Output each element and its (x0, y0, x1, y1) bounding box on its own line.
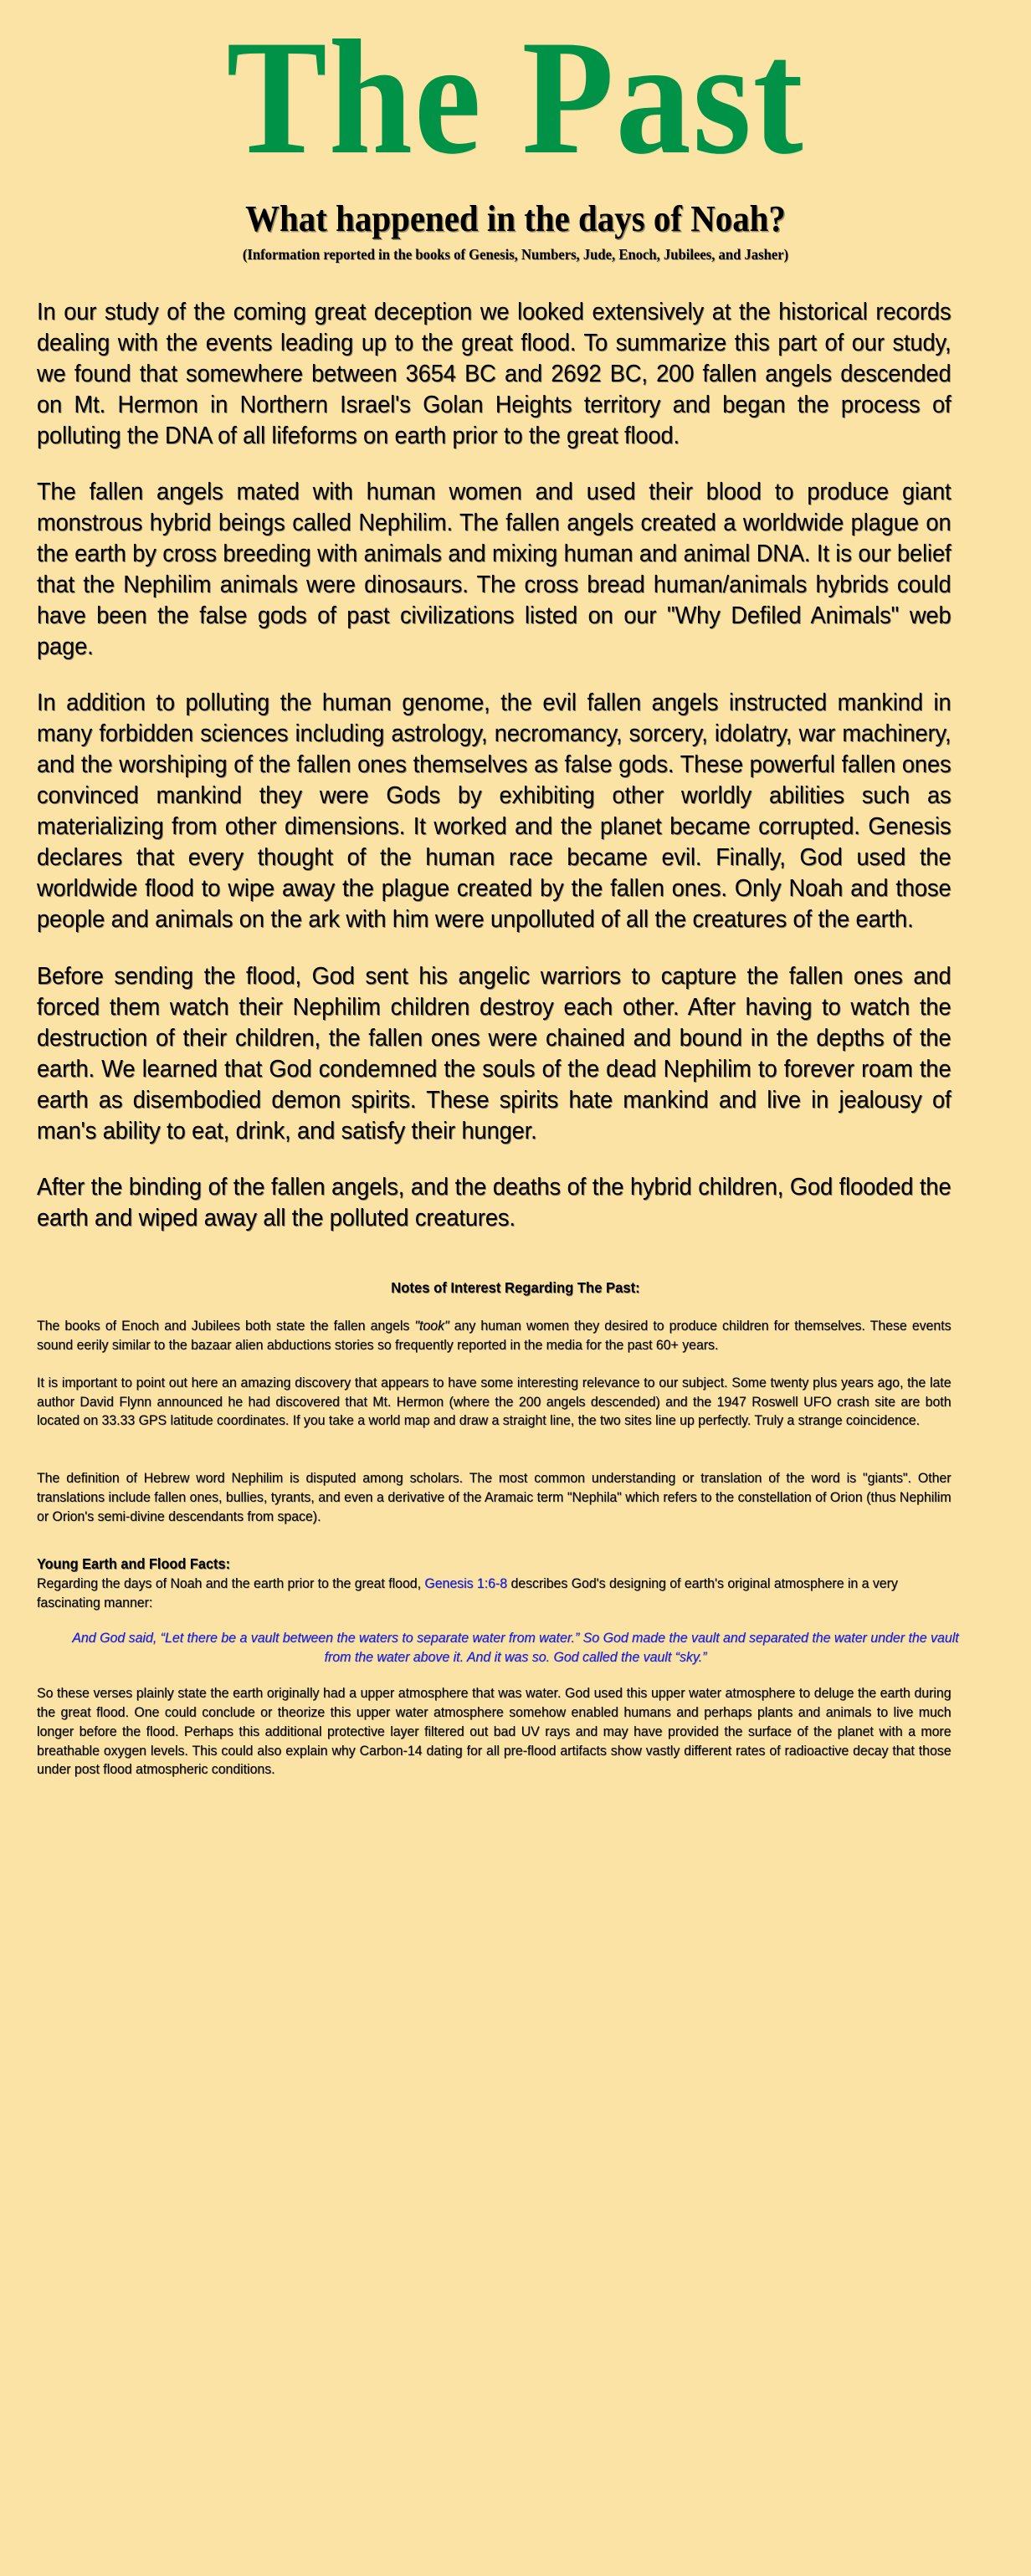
notes-section (22, 1279, 1009, 1780)
headline: What happened in the days of Noah? (245, 198, 786, 240)
young-earth-lead-in (37, 1575, 951, 1613)
note-1-text-before: The books of Enoch and Jubilees both state the fallen angels (37, 1317, 415, 1334)
scripture-quote: And God said, “Let there be a vault between the waters to separate water from water.” So God made the vault and separated the water under the vault from the water above it. And it was so. God called the vault “sky.” (72, 1629, 959, 1666)
note-1-text-after: any human women they desired to produce children for themselves. These events sound eerily similar to the bazaar alien abductions stories so frequently reported in the media for the past 60+ years. (37, 1317, 951, 1353)
lead-in-text-before: Regarding the days of Noah and the earth prior to the great flood, (37, 1575, 425, 1592)
article-body (22, 297, 1009, 1234)
body-paragraph-3: In addition to polluting the human genome, the evil fallen angels instructed mankind in many forbidden sciences including astrology, necromancy, sorcery, idolatry, war machinery, and the worshiping of the fallen ones themselves as false gods. These powerful fallen ones convinced mankind they were Gods by exhibiting other worldly abilities such as materializing from other dimensions. It worked and the planet became corrupted. Genesis declares that every thought of the human race became evil. Finally, God used the worldwide flood to wipe away the plague created by the fallen ones. Only Noah and those people and animals on the ark with him were unpolluted of all the creatures of the earth. (37, 689, 951, 934)
scripture-reference-link[interactable]: Genesis 1:6-8 (424, 1575, 508, 1592)
masthead (0, 0, 1031, 264)
note-item-1 (37, 1317, 951, 1355)
notes-inner-spacer (37, 1449, 994, 1469)
note-item-3: The definition of Hebrew word Nephilim is disputed among scholars. The most common understanding or translation of the word is "giants". Other translations include fallen ones, bullies, tyrants, and even a derivative of the Aramaic term "Nephila" which refers to the constellation of Orion (thus Nephilim or Orion's semi-divine descendants from space). (37, 1470, 951, 1525)
body-paragraph-5: After the binding of the fallen angels, and the deaths of the hybrid children, God flooded the earth and wiped away all the polluted creatures. (37, 1173, 951, 1232)
masthead-body-spacer (0, 264, 1031, 297)
subheadline-sources: (Information reported in the books of Genesis, Numbers, Jude, Enoch, Jubilees, and Jasher) (242, 245, 789, 263)
note-item-2: It is important to point out here an amazing discovery that appears to have some interesting relevance to our subject. Some twenty plus years ago, the late author David Flynn announced he had discovered that Mt. Hermon (where the 200 angels descended) and the 1947 Roswell UFO crash site are both located on 33.33 GPS latitude coordinates. If you take a world map and draw a straight line, the two sites line up perfectly. Truly a strange coincidence. (37, 1374, 951, 1429)
body-paragraph-2: The fallen angels mated with human women and used their blood to produce giant monstrous hybrid beings called Nephilim. The fallen angels created a worldwide plague on the earth by cross breeding with animals and mixing human and animal DNA. It is our belief that the Nephilim animals were dinosaurs. The cross bread human/animals hybrids could have been the false gods of past civilizations listed on our "Why Defiled Animals" web page. (37, 478, 951, 661)
note-1-emphasis-took: "took" (414, 1317, 449, 1334)
lead-in-text-after: describes God's designing of earth's original atmosphere in a very fascinating manner: (37, 1575, 898, 1611)
body-paragraph-1: In our study of the coming great deception we looked extensively at the historical records dealing with the events leading up to the great flood. To summarize this part of our study, we found that somewhere between 3654 BC and 2692 BC, 200 fallen angels descended on Mt. Hermon in Northern Israel's Golan Heights territory and began the process of polluting the DNA of all lifeforms on earth prior to the great flood. (37, 298, 951, 449)
notes-heading: Notes of Interest Regarding The Past: (391, 1278, 640, 1296)
body-notes-spacer (0, 1234, 1031, 1279)
page-title: The Past (226, 7, 805, 188)
young-earth-heading: Young Earth and Flood Facts: (37, 1555, 231, 1573)
closing-paragraph: So these verses plainly state the earth originally had a upper atmosphere that was water. God used this upper water atmosphere to deluge the earth during the great flood. One could conclude or theorize this upper water atmosphere somehow enabled humans and perhaps plants and animals to live much longer before the flood. Perhaps this additional protective layer filtered out bad UV rays and may have provided the surface of the planet with a more breathable oxygen levels. This could also explain why Carbon-14 dating for all pre-flood artifacts show vastly different rates of radioactive decay that those under post flood atmospheric conditions. (37, 1684, 951, 1778)
body-paragraph-4: Before sending the flood, God sent his angelic warriors to capture the fallen ones and forced them watch their Nephilim children destroy each other. After having to watch the destruction of their children, the fallen ones were chained and bound in the depths of the earth. We learned that God condemned the souls of the dead Nephilim to forever roam the earth as disembodied demon spirits. These spirits hate mankind and live in jealousy of man's ability to eat, drink, and satisfy their hunger. (37, 962, 951, 1145)
